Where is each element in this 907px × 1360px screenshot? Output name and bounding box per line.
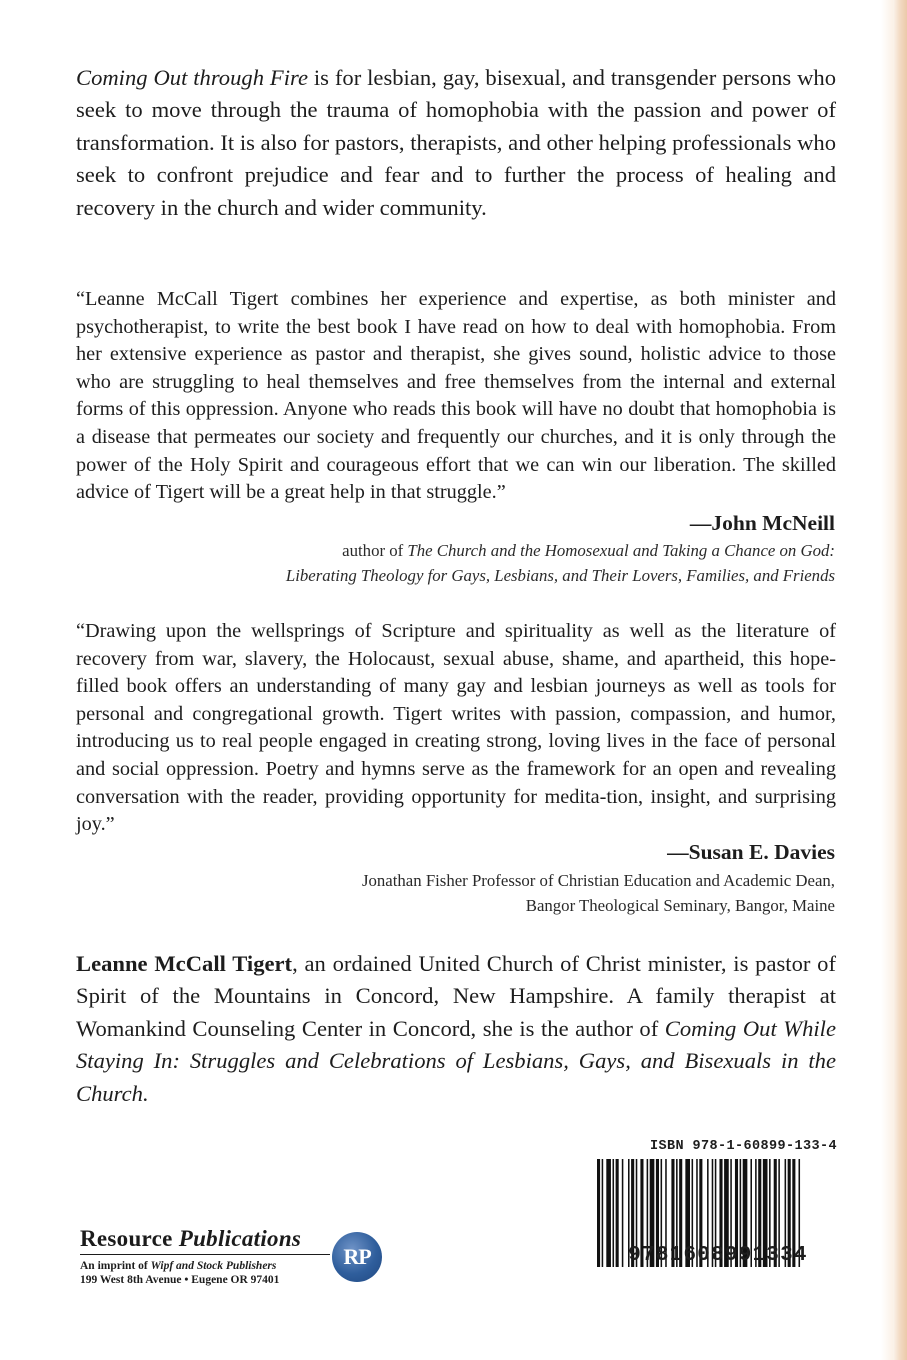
intro-book-title: Coming Out through Fire — [76, 65, 308, 90]
endorsement-author-1: —John McNeill — [689, 511, 835, 535]
publisher-name-plain: Resource — [80, 1226, 179, 1251]
barcode-digits: 9781608991334 — [613, 1245, 823, 1267]
isbn-label: ISBN 978-1-60899-133-4 — [649, 1139, 837, 1154]
credit-2-line-2: Bangor Theological Seminary, Bangor, Maine — [525, 896, 835, 915]
endorsement-quote-1: “Leanne McCall Tigert combines her experience and expertise, as both minister and psychotherapist, to write the best book I have read on how to deal with homophobia. From her extensive experience as pastor and therapist, she gives sound, holistic advice to those who are struggling to heal themselves and free themselves from the internal and external forms of this oppression. Anyone who reads this book will have no doubt that homophobia is a disease that permeates our society and frequently our churches, and it is only through the power of the Holy Spirit and courageous effort that we can win our liberation. The skilled advice of Tigert will be a great help in that struggle.” — [76, 288, 836, 504]
rp-logo-icon: RP — [332, 1232, 382, 1282]
page-edge-shading — [893, 0, 907, 1360]
page-edge-gradient — [881, 0, 893, 1360]
barcode-bar — [602, 1159, 604, 1267]
barcode-bar — [597, 1159, 600, 1267]
barcode-bar — [622, 1159, 624, 1267]
imprint-prefix: An imprint of — [80, 1260, 151, 1272]
publisher-address: 199 West 8th Avenue • Eugene OR 97401 — [80, 1274, 280, 1286]
credit-1-prefix: author of — [342, 541, 408, 560]
isbn-barcode — [591, 1139, 837, 1297]
barcode-bar — [606, 1159, 611, 1267]
imprint-name: Wipf and Stock Publishers — [150, 1260, 277, 1272]
publisher-imprint — [80, 1260, 330, 1272]
publisher-name — [80, 1226, 330, 1255]
endorsement-credit-2 — [362, 868, 835, 918]
endorsement-quote-2: “Drawing upon the wellsprings of Scripture and spirituality as well as the literature of recovery from war, slavery, the Holocaust, sexual abuse, shame, and apartheid, this hope-filled book offers an understanding of many gay and lesbian journeys as well as tools for personal and congregational growth. Tigert writes with passion, compassion, and humor, introducing us to real people engaged in creating strong, loving lives in the face of personal and social oppression. Poetry and hymns serve as the framework for an open and revealing conversation with the reader, providing opportunity for medita-tion, insight, and surprising joy.” — [76, 620, 836, 836]
credit-1-title-a: The Church and the Homosexual and Taking a Chance on God: — [407, 541, 835, 560]
credit-2-line-1: Jonathan Fisher Professor of Christian Education and Academic Dean, — [361, 871, 835, 890]
intro-text: is for lesbian, gay, bisexual, and transgender persons who seek to move through the trauma of homophobia with the passion and power of transformation. It is also for pastors, therapists, and other helping professionals who seek to confront prejudice and fear and to further the process of healing and recovery in the church and wider community. — [76, 65, 837, 220]
barcode-bar — [613, 1159, 615, 1267]
author-name: Leanne McCall Tigert — [76, 951, 293, 976]
intro-paragraph — [76, 62, 836, 224]
endorsement-credit-1 — [286, 538, 835, 588]
bio-text: , an ordained United Church of Christ minister, is pastor of Spirit of the Mountains in Concord, New Hampshire. A family therapist at Womankind Counseling Center in Concord, she is the author of — [76, 951, 837, 1041]
publisher-name-italic: Publications — [178, 1226, 302, 1251]
endorsement-author-2: —Susan E. Davies — [667, 840, 835, 864]
publisher-block — [80, 1226, 330, 1286]
bio-book-title: Coming Out While Staying In: Struggles and Celebrations of Lesbians, Gays, and Bisexuals in the Church. — [76, 1015, 836, 1106]
credit-1-title-b: Liberating Theology for Gays, Lesbians, and Their Lovers, Families, and Friends — [285, 566, 835, 585]
barcode-bar — [616, 1159, 619, 1267]
author-bio — [76, 948, 836, 1110]
